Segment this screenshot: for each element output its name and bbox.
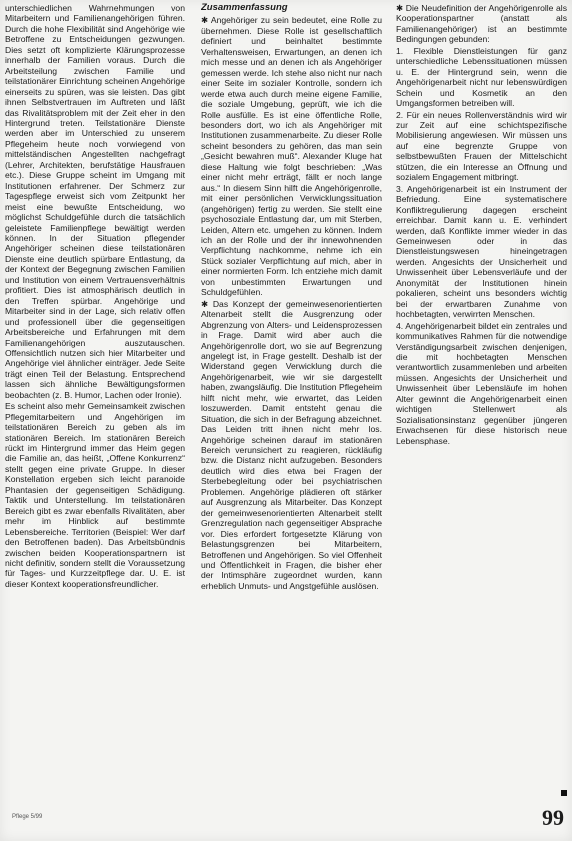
right-intro: ✱ Die Neudefinition der Angehörigenrolle als Kooperationspartner (anstatt als Familienangehöriger) ist an bestimmte Bedingungen gebunden: xyxy=(396,3,567,45)
middle-paragraph-1: ✱ Angehöriger zu sein bedeutet, eine Rolle zu übernehmen. Diese Rolle ist gesellschaftlich definiert und beinhaltet bestimmte Verhaltensweisen, Erwartungen, an denen ich mich messe und an denen ich als Angehöriger gemessen werde. Ich stehe also nicht nur nach einer Seite im sozialer Kontrolle, sondern ich werde etwa auch durch meine eigene Familie, die soziale Umgebung, geprüft, wie ich die Rolle ausfülle. Es ist eine öffentliche Rolle, besonders dort, wo ich als Angehöriger mit Institutionen zusammenarbeite. Zu dieser Rolle scheint besonders zu gehören, das man sein „Gesicht bewahren muß“. Alexander Kluge hat diese Haltung wie folgt beschrieben: „Was einer nicht mehr erträgt, fällt er noch lange aus.“ In diesem Sinn hilft die Angehörigenrolle, mit einer persönlichen Verwicklungssituation (angehörigen) fertig zu werden. Sie stellt eine psychosoziale Entlastung dar, um mit Sterben, Leiden, Altern etc. umgehen zu können. Indem ich an der Rolle und der ihr innewohnenden Verpflichtung nachkomme, nehme ich ein Stück sozialer Verpflichtung auf mich, aber in einer normierten Form. Ich entziehe mich damit von unbestimmten Erwartungen und Schuldgefühlen. xyxy=(201,15,382,298)
middle-column xyxy=(201,3,382,723)
list-item-4: 4. Angehörigenarbeit bildet ein zentrales und kommunikatives Rahmen für die notwendige Verständigungsarbeit zwischen denjenigen, die mit hochbetagten Menschen verantwortlich zusammenleben und arbeiten müssen. Angesichts der Unsicherheit und Unwissenheit über Lebensläufe im hohen Alter gewinnt die Angehörigenarbeit einen wichtigen Stellenwert als Sozialisationsinstanz gegenüber jüngeren Erwachsenen für diese historisch neue Lebensphase. xyxy=(396,320,567,446)
end-of-article-mark xyxy=(561,790,567,796)
page-number: 99 xyxy=(542,805,564,830)
left-paragraph-2: Es scheint also mehr Gemeinsamkeit zwischen Pflegemitarbeitern und Angehörigen im teilstationären Bereich zu geben als im stationären Bereich. Im stationären Bereich rückt im Hintergrund immer das Heim gegen die Familie an, das heißt, „Offene Konkurrenz“ stellt gegen eine private Gruppe. In dieser Konstellation ergeben sich leicht paranoide Phantasien der gegenseitigen Schädigung. Taktik und Unterstellung. Im teilstationären Bereich gibt es zwar ebenfalls Rivalitäten, aber mehr im Hinblick auf bestimmte Lebensbereiche. Territorien (Beispiel: Wer darf den Betroffenen baden). Das Arbeitsbündnis zwischen beiden Kooperationspartnern ist nicht definitiv, sondern stellt die Voraussetzung für Tages- und Kurzzeitpflege dar. U. E. ist dieser Kontext kooperationsfreundlicher. xyxy=(5,401,185,589)
footer-issue-label: Pflege 5/99 xyxy=(12,814,43,820)
right-column xyxy=(396,3,567,528)
left-paragraph-1: unterschiedlichen Wahrnehmungen von Mitarbeitern und Familienangehörigen führen. Durch die hohe Flexibilität sind Angehörige wie Betroffene zu Entscheidungen gezwungen. Dies setzt oft komplizierte Klärungsprozesse innerhalb der Familien voraus. Durch die Arbeitsteilung zwischen Familie und teilstationärer Einrichtung scheinen Angehörige einerseits zu spüren, was sie leisten. Das gibt ihnen Selbstvertrauen im Auftreten und läßt das Rivalitätsproblem mit der Zeit eher in den Hintergrund treten. Teilstationäre Dienste werden aber im Unterschied zu unserem Pflegeheim heute noch vorwiegend von mittelständischen Angestellten nachgefragt (Lehrer, Architekten, berufstätige Hausfrauen etc.). Diese Gruppe scheint im Umgang mit Institutionen erfahrener. Der Schmerz zur Tagespflege erweist sich vom Zeitpunkt her meist eine bewußte Entscheidung, wo möglichst Schuldgefühle durch die tatsächlich geleistete Familienpflege bewältigt werden können. In der Situation pflegender Angehöriger scheinen diese teilstationären Dienste eine deutlich spürbare Entlastung, da der Kontext der Begegnung zwischen Familien und Institution von einem Vertrauensverhältnis profitiert. Dies ist atmosphärisch deutlich in den Treffen spürbar. Angehörige und Mitarbeiter sind in der Lage, sich relativ offen und professionell über die gegenseitigen Arbeitsbereiche und Erfahrungen mit dem Familienangehörigen auszutauschen. Offensichtlich nutzen sich hier Mitarbeiter und Angehörige viel ähnlicher einträger. Jede Seite trägt einen Teil der Belastung. Entsprechend lassen sich ähnliche Bewältigungsformen beobachten (z. B. Humor, Lachen oder Ironie). xyxy=(5,3,185,400)
middle-paragraph-2: ✱ Das Konzept der gemeinwesenorientierten Altenarbeit stellt die Ausgrenzung oder Abgrenzung von Alters- und Leidensprozessen in Frage. Damit wird aber auch die Angehörigenrolle dort, wo sie auf Begrenzung angelegt ist, in Frage gestellt. Deshalb ist der Widerstand gegen Verwicklung durch die Angehörigenarbeit, wie wir sie dargestellt haben, zwangsläufig. Die Institution Pflegeheim hilft nicht mehr, wie erwartet, das Leiden loszuwerden. Damit entsteht genau die Situation, die sich in der Befragung abzeichnet. Das Leiden tritt ihnen nicht mehr los. Angehörige scheinen darauf im stationären Bereich verunsichert zu reagieren, rückläufig bzw. die Distanz nicht aufzugeben. Besonders deutlich wird dies etwa bei Fragen der Sterbebegleitung oder bei psychiatrischen Problemen. Angehörige plädieren oft stärker auf Ausgrenzung als Mitarbeiter. Das Konzept der gemeinwesenorientierten Altenarbeit stellt Grenzregulation nach gegenseitiger Absprache vor. Dies erfordert fortgesetzte Klärung von Belastungsgrenzen bei Mitarbeitern, Betroffenen und Angehörigen. So viel Offenheit und Öffentlichkeit in Fragen, die bisher eher der Intimsphäre zugeordnet wurden, kann erheblich Unmuts- und Angstgefühle auslösen. xyxy=(201,298,382,591)
left-column xyxy=(5,3,185,673)
list-item-1: 1. Flexible Dienstleistungen für ganz unterschiedliche Lebenssituationen müssen u. E. der Hintergrund sein, wenn die Angehörigenarbeit nicht nur lebenswürdigen Schein und Kosmetik an den Umgangsformen betreiben will. xyxy=(396,45,567,109)
section-heading: Zusammenfassung xyxy=(201,3,288,13)
list-item-3: 3. Angehörigenarbeit ist ein Instrument der Befriedung. Eine systematischere Konfliktregulierung dagegen erscheint erreichbar. Damit kann u. E. verhindert werden, daß Konflikte immer wieder in das Gemeinwesen oder in das Dienstleistungswesen hineingetragen werden. Angesichts der Unsicherheit und Unwissenheit über Lebensverläufe und der Anonymität der Institutionen hinein pokalieren, scheint uns besonders wichtig bei der erwartbaren Zunahme von hochbetagten, verwirrten Menschen. xyxy=(396,183,567,320)
list-item-2: 2. Für ein neues Rollenverständnis wird wir zur Zeit auf eine schichtspezifische Mobilisierung angewiesen. Wir müssen uns auf eine begrenzte Gruppe von selbstbewußten Frauen der Mittelschicht stützen, die ein Interesse an Öffnung und sozialem Engagement mitbringt. xyxy=(396,109,567,183)
